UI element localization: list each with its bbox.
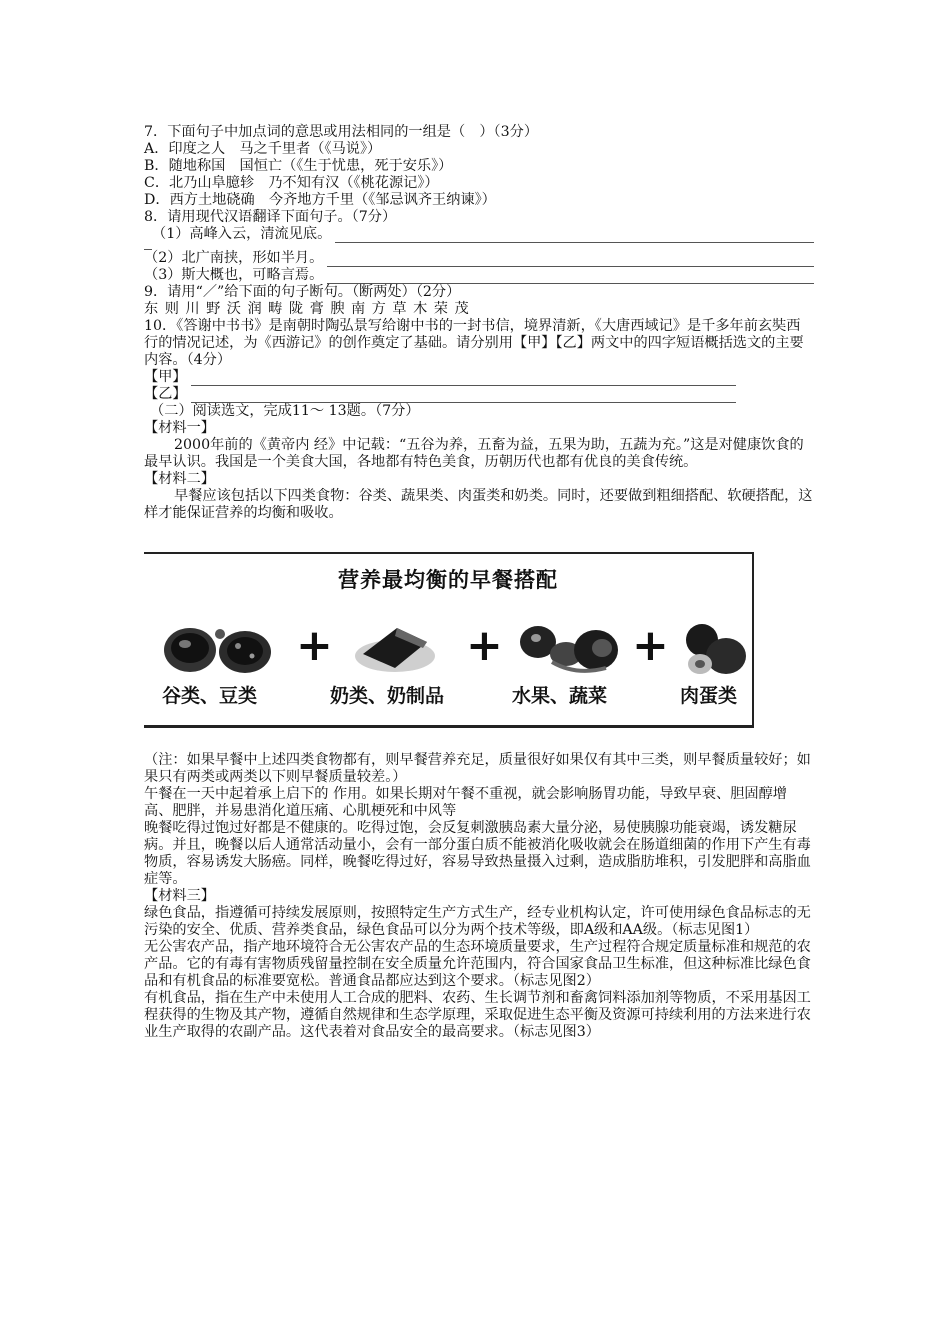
q10-answer-row-yi [144,386,814,403]
plus-sign-2: + [466,620,503,671]
pollution-free-text: 无公害农产品，指产地环境符合无公害农产品的生态环境质量要求，生产过程符合规定质量标准和规范的农产品。它的有毒有害物质残留量控制在安全质量允许范围内，符合国家食品卫生标准，但这种标准比绿色食品和有机食品的标准要宽松。普通食品都应达到这个要求。（标志见图2） [144,939,811,989]
part2-title: （二）阅读选文，完成11～ 13题。（7分） [150,403,420,419]
q7-option-c: C．北乃山阜臆轸 乃不知有汉（《桃花源记》） [144,175,439,191]
q10-label-jia: 【甲】 [144,369,187,385]
meat-egg-image [680,618,750,680]
material-2-text: 早餐应该包括以下四类食物：谷类、蔬果类、肉蛋类和奶类。同时，还要做到粗细搭配、软硬搭配，这样才能保证营养的均衡和吸收。 [144,488,813,521]
q8-answer-row-3 [144,267,814,284]
dairy-image [349,618,439,678]
q10-stem: 10．《答谢中书书》是南朝时陶弘景写给谢中书的一封书信，境界清新，《大唐西域记》是千多年前玄奘西行的情况记述，为《西游记》的创作奠定了基础。请分别用【甲】【乙】两文中的四字短语概括选文的主要内容。（4分） [144,318,804,368]
q7-option-d: D．西方土地硗确 今齐地方千里（《邹忌讽齐王纳谏》） [144,192,496,208]
grain-bean-image [160,618,276,680]
q8-stem: 8．请用现代汉语翻译下面句子。（7分） [144,209,397,225]
lunch-text: 午餐在一天中起着承上启下的 作用。如果长期对午餐不重视，就会影响肠胃功能，导致早衰、胆固醇增高、肥胖，并易患消化道压痛、心肌梗死和中风等 [144,786,787,819]
plus-sign-1: + [296,620,333,671]
dinner-text: 晚餐吃得过饱过好都是不健康的。吃得过饱，会反复刺激胰岛素大量分泌，易使胰腺功能衰竭，诱发糖尿病。并且，晚餐以后人通常活动量小，会有一部分蛋白质不能被消化吸收就会在肠道细菌的作用下产生有毒物质，容易诱发大肠癌。同样，晚餐吃得过好，容易导致热量摄入过剩，造成脂肪堆积，引发肥胖和高脂血症等。 [144,820,811,887]
q8-answer-row-1 [144,226,814,243]
category-dairy: 奶类、奶制品 [330,685,445,707]
material-2-label: 【材料二】 [144,471,215,487]
q8-answer-row-2 [144,250,814,267]
q7-option-a: A．印度之人 马之千里者（《马说》） [144,141,382,157]
q8-answer-stub [144,243,152,250]
fruit-vegetable-image [516,618,626,678]
category-meat-egg: 肉蛋类 [680,685,738,707]
figure-title: 营养最均衡的早餐搭配 [338,568,558,592]
green-food-text: 绿色食品，指遵循可持续发展原则，按照特定生产方式生产，经专业机构认定，许可使用绿色食品标志的无污染的安全、优质、营养类食品，绿色食品可以分为两个技术等级，即A级和AA级。（标志见图1） [144,905,811,938]
q8-sentence-1: （1）高峰入云，清流见底。 [152,226,332,242]
q8-sentence-2: （2）北广南挟，形如半月。 [144,250,324,266]
category-grain-bean: 谷类、豆类 [162,685,258,707]
plus-sign-3: + [632,620,669,671]
organic-food-text: 有机食品，指在生产中未使用人工合成的肥料、农药、生长调节剂和畜禽饲料添加剂等物质，不采用基因工程获得的生物及其产物，遵循自然规律和生态学原理，采取促进生态平衡及资源可持续利用的方法来进行农业生产取得的农副产品。这代表着对食品安全的最高要求。（标志见图3） [144,990,811,1040]
material-1-text: 2000年前的《黄帝内 经》中记载：“五谷为养，五畜为益，五果为助，五蔬为充。”这是对健康饮食的最早认识。我国是一个美食大国，各地都有特色美食，历朝历代也都有优良的美食传统。 [144,437,804,470]
q10-answer-row-jia [144,369,814,386]
exam-page [144,124,814,1041]
q10-answer-line-jia[interactable] [191,372,736,386]
q8-answer-line-3[interactable] [327,270,814,284]
q8-sentence-3: （3）斯大概也，可略言焉。 [144,267,324,283]
q10-label-yi: 【乙】 [144,386,187,402]
breakfast-figure [144,552,754,728]
material-3-label: 【材料三】 [144,888,215,904]
q9-stem: 9．请用“／”给下面的句子断句。（断两处）（2分） [144,284,461,300]
material-1-label: 【材料一】 [144,420,215,436]
q7-stem: 7．下面句子中加点词的意思或用法相同的一组是（ ）（3分） [144,124,539,140]
q7-option-b: B．随地称国 国恒亡（《生于忧患，死于安乐》） [144,158,453,174]
figure-note: （注：如果早餐中上述四类食物都有，则早餐营养充足，质量很好如果仅有其中三类，则早餐质量较好；如果只有两类或两类以下则早餐质量较差。） [144,752,811,785]
category-fruit-vegetable: 水果、蔬菜 [512,685,608,707]
q10-answer-line-yi[interactable] [191,389,736,403]
q8-answer-line-1[interactable] [335,229,814,243]
q9-text: 东 则 川 野 沃 润 畴 陇 膏 腴 南 方 草 木 荣 茂 [144,301,470,317]
q8-answer-line-2[interactable] [327,253,814,267]
